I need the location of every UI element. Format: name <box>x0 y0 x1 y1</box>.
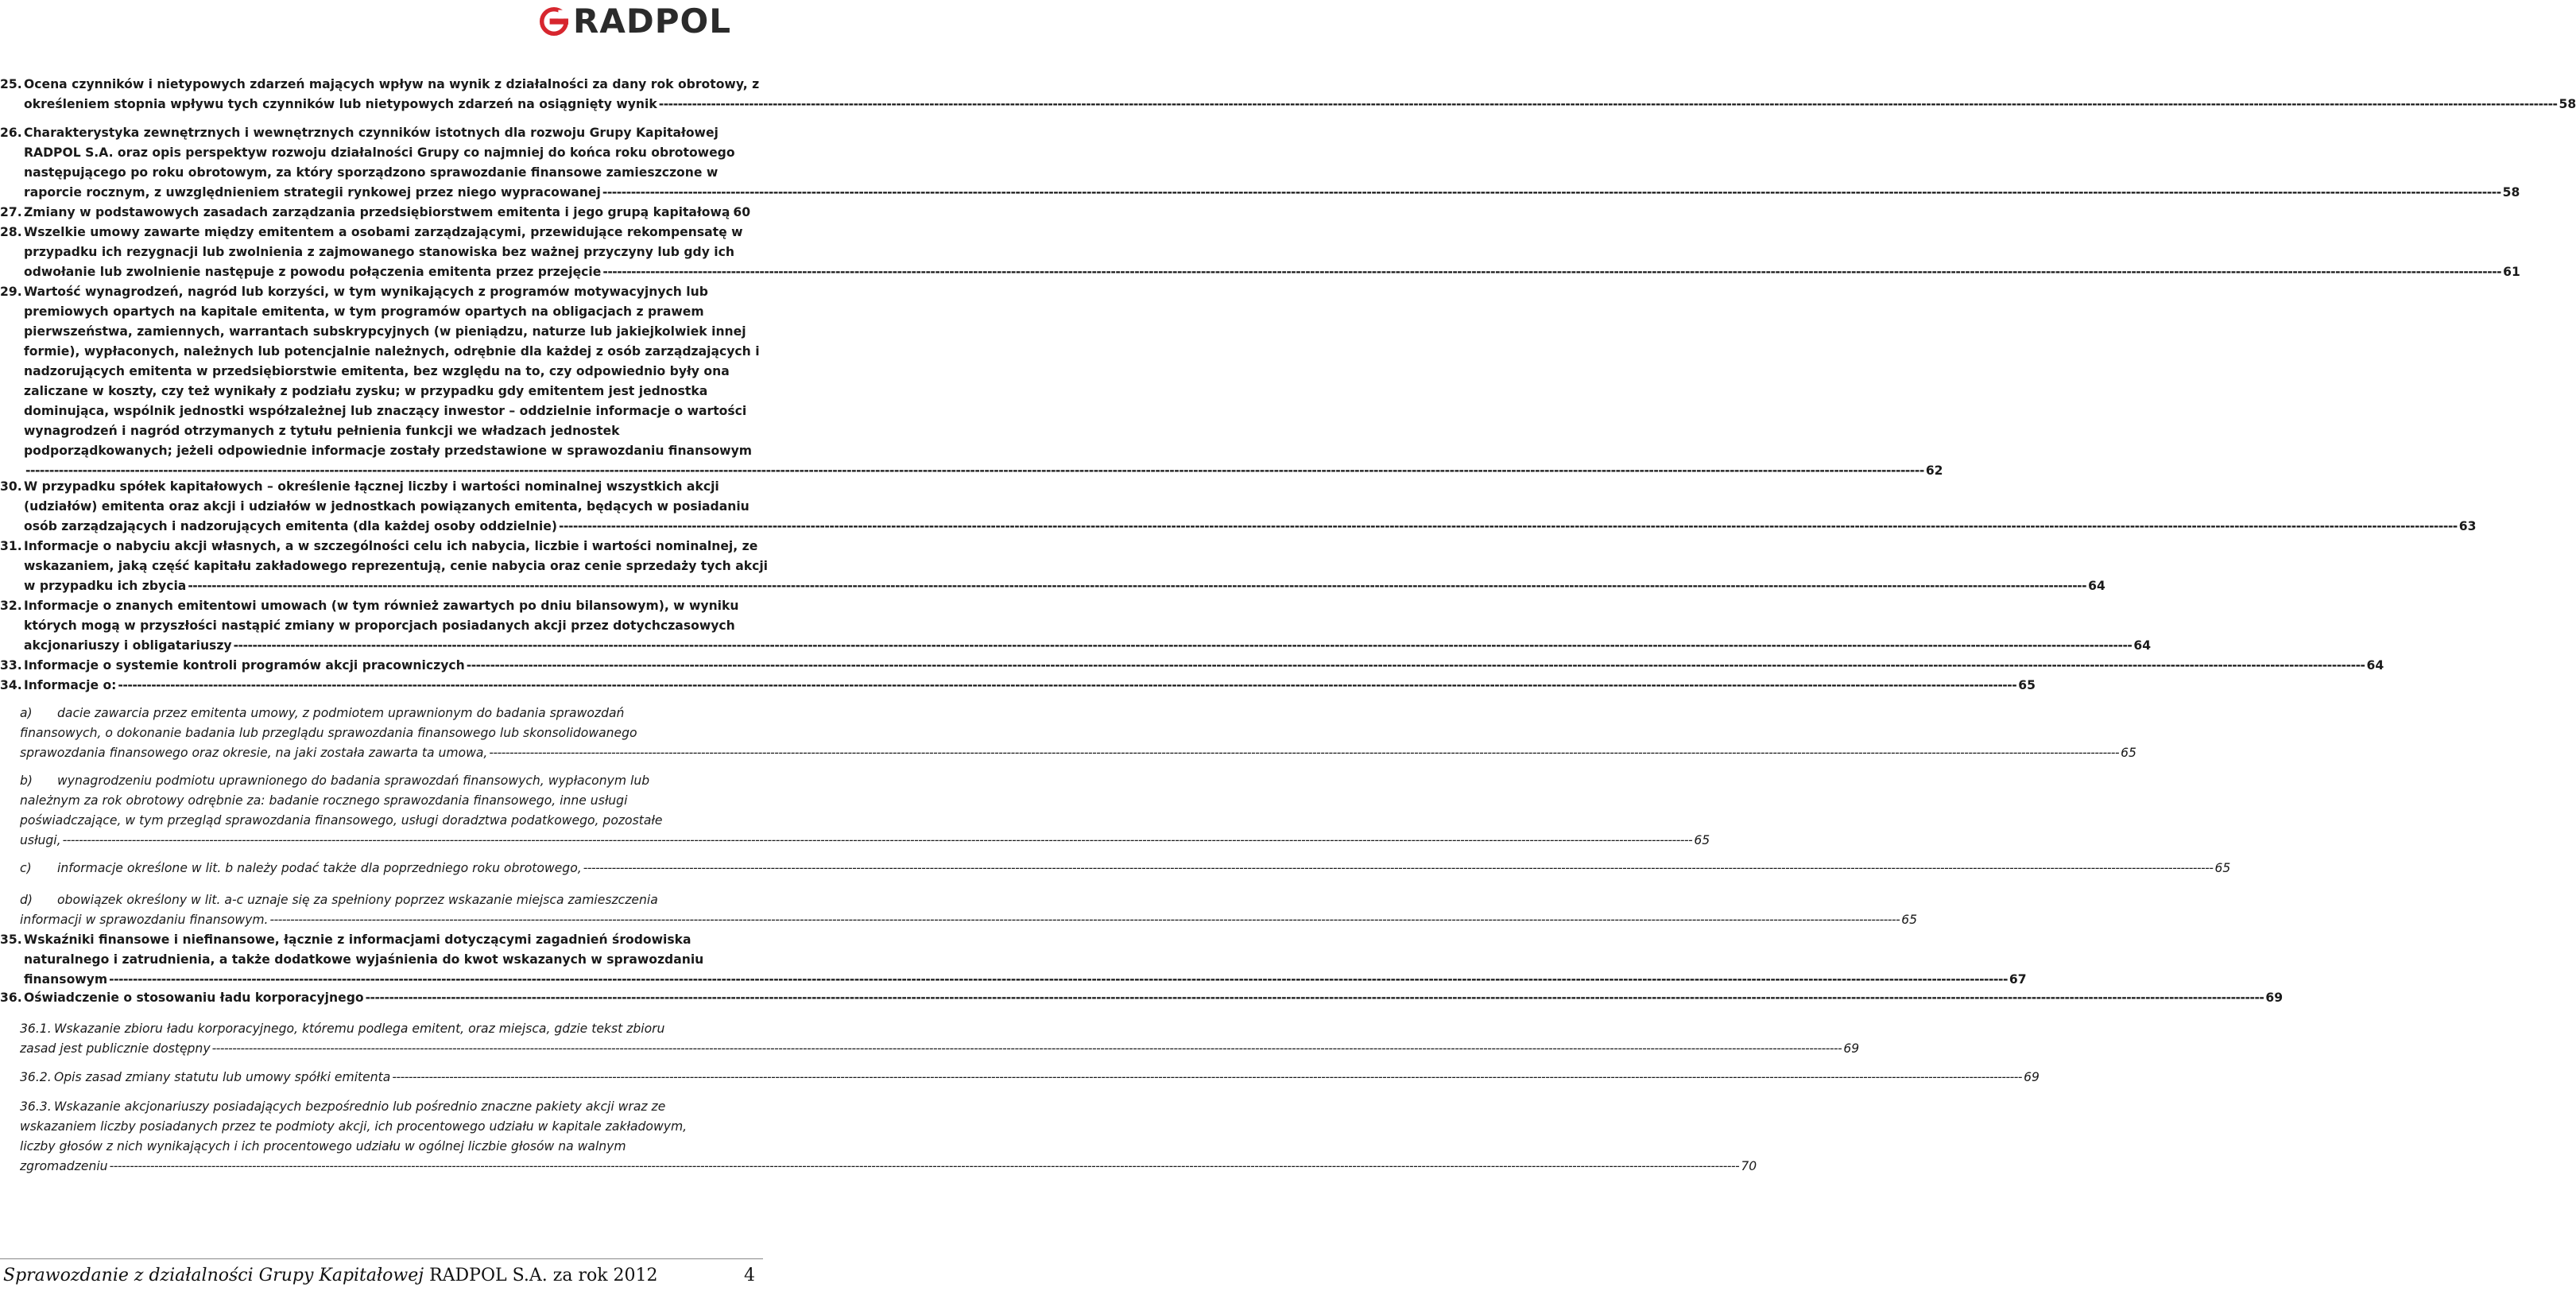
dot-leader: ---------------------------------------------------------------------------------------------------------------------------------------------------------------------------------------------------------------------------------------------------------------------------------------------------------------------------------------------------------------------------------------------------------------- <box>583 861 2214 875</box>
toc-entry-line: nadzorujących emitenta w przedsiębiorstwie emitenta, bez względu na to, czy odpowiednio były ona <box>24 364 730 378</box>
toc-entry-last-line <box>24 517 2477 537</box>
toc-entry-line: pierwszeństwa, zamiennych, warrantach subskrypcyjnych (w pieniądzu, naturze lub jakiejkolwiek innej <box>24 324 746 339</box>
radpol-logo-mark-icon <box>540 7 568 36</box>
toc-entry-number: 31. <box>0 539 22 553</box>
toc-page-number: 60 <box>733 205 751 219</box>
toc-entry-last-line <box>24 262 2520 282</box>
toc-entry-last-line <box>20 831 1710 851</box>
toc-page-number: 63 <box>2458 519 2477 533</box>
dot-leader: ---------------------------------------------------------------------------------------------------------------------------------------------------------------------------------------------------------------------------------------------------------------------------------------------------------------------------------------------------------------------------------------------------------------- <box>658 97 2558 111</box>
toc-entry-line: należnym za rok obrotowy odrębnie za: badanie rocznego sprawozdania finansowego, inne usługi <box>20 793 628 808</box>
toc-entry-last-line <box>20 743 2136 763</box>
toc-entry-line: Wskaźniki finansowe i niefinansowe, łącznie z informacjami dotyczącymi zagadnień środowiska <box>24 932 691 947</box>
footer-title-italic: Sprawozdanie z działalności Grupy Kapitałowej <box>3 1266 424 1285</box>
toc-entry-last-line <box>57 859 2231 878</box>
toc-page-number: 61 <box>2503 265 2520 279</box>
dot-leader: ---------------------------------------------------------------------------------------------------------------------------------------------------------------------------------------------------------------------------------------------------------------------------------------------------------------------------------------------------------------------------------------------------------------- <box>118 678 2017 692</box>
toc-entry-line: Wartość wynagrodzeń, nagród lub korzyści, w tym wynikających z programów motywacyjnych lub <box>24 285 708 299</box>
toc-entry-number: 36. <box>0 991 22 1005</box>
toc-entry-line: następującego po roku obrotowym, za który sporządzono sprawozdanie finansowe zamieszczone w <box>24 165 719 180</box>
toc-page-number: 58 <box>2502 185 2520 200</box>
dot-leader: ---------------------------------------------------------------------------------------------------------------------------------------------------------------------------------------------------------------------------------------------------------------------------------------------------------------------------------------------------------------------------------------------------------------- <box>365 991 2264 1005</box>
toc-page-number: 65 <box>1694 833 1710 847</box>
toc-entry-last-line <box>24 203 751 223</box>
dot-leader: ---------------------------------------------------------------------------------------------------------------------------------------------------------------------------------------------------------------------------------------------------------------------------------------------------------------------------------------------------------------------------------------------------------------- <box>109 972 2008 987</box>
toc-entry-text: odwołanie lub zwolnienie następuje z powodu połączenia emitenta przez przejęcie <box>24 265 602 279</box>
toc-entry-last-line <box>20 910 1918 930</box>
dot-leader: ---------------------------------------------------------------------------------------------------------------------------------------------------------------------------------------------------------------------------------------------------------------------------------------------------------------------------------------------------------------------------------------------------------------- <box>466 658 2365 673</box>
toc-page-number: 69 <box>2024 1070 2039 1084</box>
dot-leader: ---------------------------------------------------------------------------------------------------------------------------------------------------------------------------------------------------------------------------------------------------------------------------------------------------------------------------------------------------------------------------------------------------------------- <box>392 1070 2023 1084</box>
toc-entry-line: RADPOL S.A. oraz opis perspektyw rozwoju działalności Grupy co najmniej do końca roku obrotowego <box>24 145 735 160</box>
toc-entry-line: obowiązek określony w lit. a-c uznaje się za spełniony poprzez wskazanie miejsca zamieszczenia <box>57 893 658 907</box>
toc-entry-last-line <box>24 636 2152 656</box>
toc-entry-line: wskazaniem, jaką część kapitału zakładowego reprezentują, cenie nabycia oraz cenie sprzedaży tych akcji <box>24 559 769 573</box>
toc-entry-number: 34. <box>0 678 22 692</box>
toc-entry-line: finansowych, o dokonanie badania lub przeglądu sprawozdania finansowego lub skonsolidowanego <box>20 726 637 740</box>
toc-page-number: 58 <box>2559 97 2576 111</box>
toc-entry-text: finansowym <box>24 972 108 987</box>
toc-entry-number: 29. <box>0 285 22 299</box>
toc-entry-text: usługi, <box>20 833 61 847</box>
toc-entry-text: Informacje o: <box>24 678 117 692</box>
toc-entry-number: b) <box>20 774 33 788</box>
toc-entry-line: Wskazanie zbioru ładu korporacyjnego, któremu podlega emitent, oraz miejsca, gdzie tekst zbioru <box>54 1022 665 1036</box>
toc-entry-line: wynagrodzeń i nagród otrzymanych z tytułu pełnienia funkcji we władzach jednostek <box>24 424 620 438</box>
toc-entry-line: zaliczane w koszty, czy też wynikały z podziału zysku; w przypadku gdy emitentem jest jednostka <box>24 384 708 398</box>
dot-leader: ---------------------------------------------------------------------------------------------------------------------------------------------------------------------------------------------------------------------------------------------------------------------------------------------------------------------------------------------------------------------------------------------------------------- <box>62 833 1693 847</box>
dot-leader: ---------------------------------------------------------------------------------------------------------------------------------------------------------------------------------------------------------------------------------------------------------------------------------------------------------------------------------------------------------------------------------------------------------------- <box>233 638 2132 653</box>
toc-entry-line: przypadku ich rezygnacji lub zwolnienia z zajmowanego stanowiska bez ważnej przyczyny lub gdy ich <box>24 245 734 259</box>
toc-entry-text: określeniem stopnia wpływu tych czynników lub nietypowych zdarzeń na osiągnięty wynik <box>24 97 657 111</box>
logo-wordmark: RADPOL <box>573 2 731 41</box>
toc-entry-text: w przypadku ich zbycia <box>24 579 187 593</box>
toc-entry-number: 32. <box>0 599 22 613</box>
toc-entry-line: których mogą w przyszłości nastąpić zmiany w proporcjach posiadanych akcji przez dotychczasowych <box>24 618 735 633</box>
toc-entry-line: naturalnego i zatrudnienia, a także dodatkowe wyjaśnienia do kwot wskazanych w sprawozdaniu <box>24 952 704 967</box>
toc-entry-number: 36.2. <box>20 1070 52 1084</box>
toc-entry-text: zgromadzeniu <box>20 1159 108 1173</box>
toc-page-number: 69 <box>2265 991 2284 1005</box>
toc-entry-number: 36.1. <box>20 1022 52 1036</box>
toc-entry-number: 36.3. <box>20 1099 52 1114</box>
toc-entry-last-line <box>24 676 2036 696</box>
toc-entry-text: osób zarządzających i nadzorujących emitenta (dla każdej osoby oddzielnie) <box>24 519 557 533</box>
dot-leader: ---------------------------------------------------------------------------------------------------------------------------------------------------------------------------------------------------------------------------------------------------------------------------------------------------------------------------------------------------------------------------------------------------------------- <box>269 913 1900 927</box>
footer-title <box>3 1260 658 1292</box>
toc-page-number: 65 <box>2018 678 2036 692</box>
toc-entry-line: Charakterystyka zewnętrznych i wewnętrznych czynników istotnych dla rozwoju Grupy Kapitałowej <box>24 126 719 140</box>
toc-entry-line: premiowych opartych na kapitale emitenta, w tym programów opartych na obligacjach z prawem <box>24 304 704 319</box>
toc-entry-last-line <box>24 988 2284 1008</box>
toc-page-number: 64 <box>2088 579 2105 593</box>
toc-entry-line: wynagrodzeniu podmiotu uprawnionego do badania sprawozdań finansowych, wypłaconym lub <box>57 774 650 788</box>
toc-page-number: 69 <box>1843 1041 1860 1056</box>
toc-entry-text: sprawozdania finansowego oraz okresie, na jaki została zawarta ta umowa, <box>20 746 488 760</box>
dot-leader: ---------------------------------------------------------------------------------------------------------------------------------------------------------------------------------------------------------------------------------------------------------------------------------------------------------------------------------------------------------------------------------------------------------------- <box>109 1159 1740 1173</box>
toc-entry-line: liczby głosów z nich wynikających i ich procentowego udziału w ogólnej liczbie głosów na walnym <box>20 1139 626 1153</box>
toc-entry-line: podporządkowanych; jeżeli odpowiednie informacje zostały przedstawione w sprawozdaniu finansowym <box>24 444 752 458</box>
toc-entry-number: 27. <box>0 205 22 219</box>
toc-entry-line: wskazaniem liczby posiadanych przez te podmioty akcji, ich procentowego udziału w kapitale zakładowym, <box>20 1119 688 1134</box>
toc-entry-last-line <box>20 1039 1860 1059</box>
toc-entry-last-line <box>24 95 2576 114</box>
toc-entry-line: formie), wypłaconych, należnych lub potencjalnie należnych, odrębnie dla każdej z osób zarządzających i <box>24 344 760 359</box>
footer-title-rest: RADPOL S.A. za rok 2012 <box>429 1266 658 1285</box>
toc-page-number: 64 <box>2133 638 2152 653</box>
toc-entry-number: 26. <box>0 126 22 140</box>
dot-leader: ---------------------------------------------------------------------------------------------------------------------------------------------------------------------------------------------------------------------------------------------------------------------------------------------------------------------------------------------------------------------------------------------------------------- <box>25 463 1924 478</box>
footer-divider <box>0 1258 763 1259</box>
toc-page-number: 65 <box>2214 861 2231 875</box>
toc-entry-line: poświadczające, w tym przegląd sprawozdania finansowego, usługi doradztwa podatkowego, pozostałe <box>20 813 663 828</box>
toc-entry-last-line <box>24 183 2520 203</box>
dot-leader: ---------------------------------------------------------------------------------------------------------------------------------------------------------------------------------------------------------------------------------------------------------------------------------------------------------------------------------------------------------------------------------------------------------------- <box>602 185 2501 200</box>
toc-entry-line: W przypadku spółek kapitałowych – określenie łącznej liczby i wartości nominalnej wszystkich akcji <box>24 479 719 494</box>
toc-entry-last-line <box>24 970 2027 990</box>
toc-entry-last-line <box>24 576 2105 596</box>
dot-leader: ---------------------------------------------------------------------------------------------------------------------------------------------------------------------------------------------------------------------------------------------------------------------------------------------------------------------------------------------------------------------------------------------------------------- <box>602 265 2502 279</box>
toc-entry-line: (udziałów) emitenta oraz akcji i udziałów w jednostkach powiązanych emitenta, będących w posiadaniu <box>24 499 750 514</box>
dot-leader: ---------------------------------------------------------------------------------------------------------------------------------------------------------------------------------------------------------------------------------------------------------------------------------------------------------------------------------------------------------------------------------------------------------------- <box>211 1041 1842 1056</box>
toc-entry-text: Informacje o systemie kontroli programów akcji pracowniczych <box>24 658 465 673</box>
toc-entry-line: Informacje o znanych emitentowi umowach (w tym również zawartych po dniu bilansowym), w wyniku <box>24 599 739 613</box>
toc-entry-number: 25. <box>0 77 22 91</box>
toc-entry-text: Opis zasad zmiany statutu lub umowy spółki emitenta <box>54 1070 391 1084</box>
toc-page-number: 65 <box>2121 746 2136 760</box>
toc-entry-text: Zmiany w podstawowych zasadach zarządzania przedsiębiorstwem emitenta i jego grupą kapitałową <box>24 205 730 219</box>
toc-entry-text: raporcie rocznym, z uwzględnieniem strategii rynkowej przez niego wypracowanej <box>24 185 601 200</box>
toc-page-number: 67 <box>2009 972 2027 987</box>
radpol-logo <box>540 3 731 40</box>
toc-page-number: 65 <box>1901 913 1918 927</box>
toc-entry-text: informacje określone w lit. b należy podać także dla poprzedniego roku obrotowego, <box>57 861 582 875</box>
toc-entry-text: informacji w sprawozdaniu finansowym. <box>20 913 269 927</box>
dot-leader: ---------------------------------------------------------------------------------------------------------------------------------------------------------------------------------------------------------------------------------------------------------------------------------------------------------------------------------------------------------------------------------------------------------------- <box>489 746 2120 760</box>
toc-entry-number: 35. <box>0 932 22 947</box>
toc-entry-last-line <box>54 1068 2039 1088</box>
toc-entry-line: Wskazanie akcjonariuszy posiadających bezpośrednio lub pośrednio znaczne pakiety akcji wraz ze <box>54 1099 666 1114</box>
toc-entry-number: c) <box>20 861 32 875</box>
toc-entry-text: Oświadczenie o stosowaniu ładu korporacyjnego <box>24 991 364 1005</box>
toc-page-number: 70 <box>1741 1159 1757 1173</box>
toc-entry-line: dacie zawarcia przez emitenta umowy, z podmiotem uprawnionym do badania sprawozdań <box>57 706 625 720</box>
toc-entry-number: 33. <box>0 658 22 673</box>
toc-page-number: 62 <box>1925 463 1943 478</box>
toc-entry-number: 30. <box>0 479 22 494</box>
toc-entry-number: d) <box>20 893 33 907</box>
toc-entry-number: a) <box>20 706 33 720</box>
toc-entry-line: Wszelkie umowy zawarte między emitentem a osobami zarządzającymi, przewidujące rekompensatę w <box>24 225 743 239</box>
toc-entry-line: dominująca, wspólnik jednostki współzależnej lub znaczący inwestor – oddzielnie informacje o wartości <box>24 404 747 418</box>
toc-entry-line: Ocena czynników i nietypowych zdarzeń mających wpływ na wynik z działalności za dany rok obrotowy, z <box>24 77 760 91</box>
footer-page-number: 4 <box>744 1266 755 1285</box>
toc-entry-text: zasad jest publicznie dostępny <box>20 1041 211 1056</box>
toc-entry-last-line <box>24 656 2384 676</box>
toc-entry-number: 28. <box>0 225 22 239</box>
dot-leader: ---------------------------------------------------------------------------------------------------------------------------------------------------------------------------------------------------------------------------------------------------------------------------------------------------------------------------------------------------------------------------------------------------------------- <box>188 579 2087 593</box>
dot-leader: ---------------------------------------------------------------------------------------------------------------------------------------------------------------------------------------------------------------------------------------------------------------------------------------------------------------------------------------------------------------------------------------------------------------- <box>558 519 2458 533</box>
toc-page-number: 64 <box>2366 658 2384 673</box>
toc-entry-text: akcjonariuszy i obligatariuszy <box>24 638 232 653</box>
toc-entry-last-line <box>20 1157 1757 1177</box>
toc-entry-line: Informacje o nabyciu akcji własnych, a w szczególności celu ich nabycia, liczbie i wartości nominalnej, ze <box>24 539 758 553</box>
page-footer <box>0 1260 763 1292</box>
